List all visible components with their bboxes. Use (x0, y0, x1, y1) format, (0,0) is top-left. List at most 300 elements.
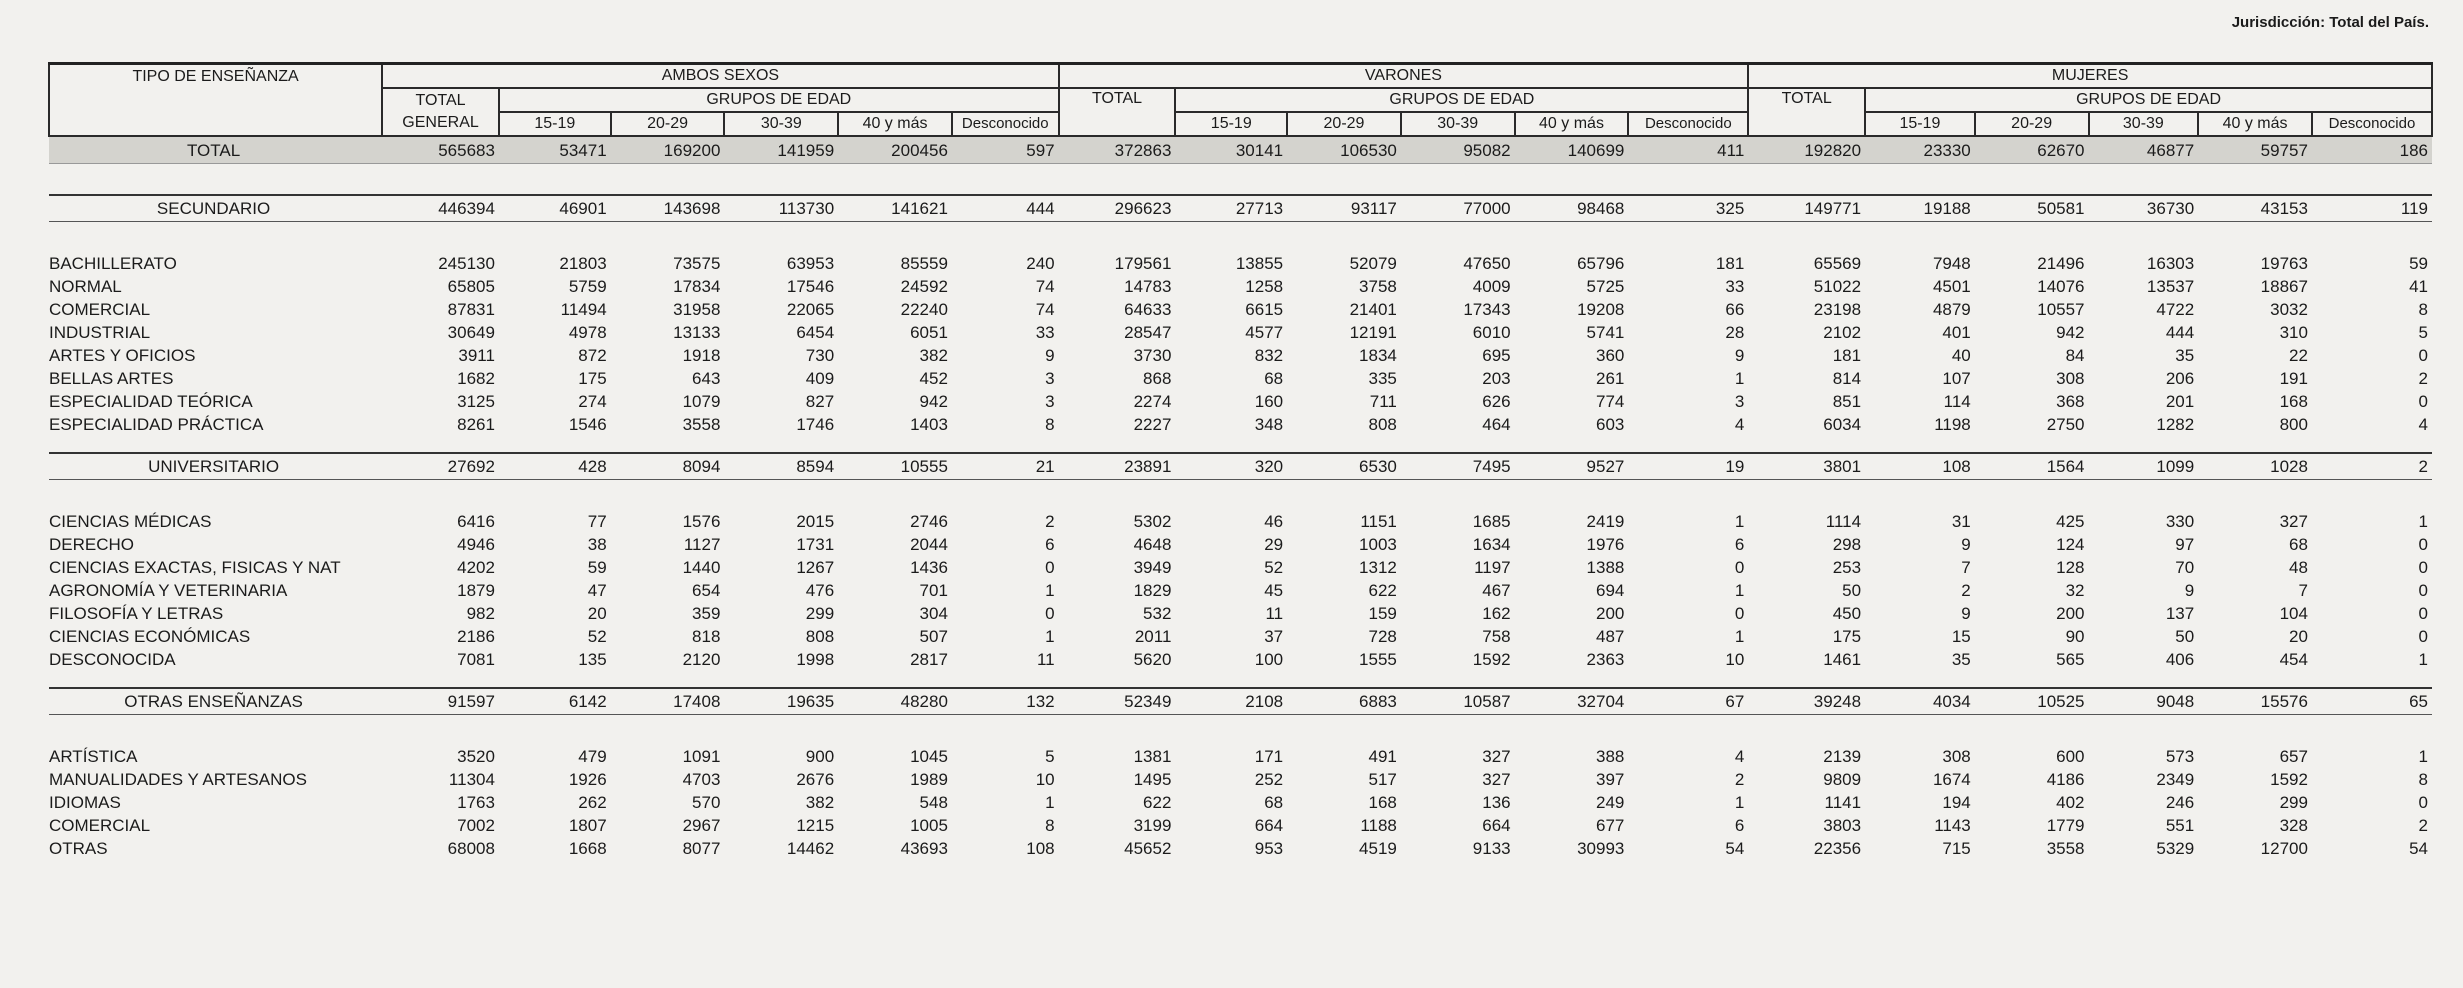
cell-value: 622 (1368, 581, 1397, 600)
row-label: MANUALIDADES Y ARTESANOS (49, 770, 307, 789)
cell-value: 8 (2418, 300, 2428, 319)
cell-value: 245130 (438, 254, 495, 273)
cell-value: 73575 (673, 254, 721, 273)
cell-value: 1258 (1245, 277, 1284, 296)
cell-value: 17834 (673, 277, 721, 296)
cell-value: 1576 (682, 512, 721, 531)
header-ambos-total-general: TOTAL GENERAL (382, 88, 499, 136)
row-label: IDIOMAS (49, 793, 121, 812)
cell-value: 2 (1045, 512, 1055, 531)
cell-value: 942 (919, 392, 948, 411)
cell-value: 64633 (1124, 300, 1172, 319)
cell-value: 68 (1264, 793, 1284, 812)
cell-value: 21401 (1349, 300, 1397, 319)
cell-value: 573 (2165, 747, 2195, 766)
cell-value: 425 (2056, 512, 2085, 531)
cell-value: 1564 (1975, 453, 2089, 480)
cell-value: 90 (2065, 627, 2085, 646)
cell-value: 181 (1715, 254, 1745, 273)
cell-value: 30141 (1175, 136, 1287, 164)
cell-value: 97 (2175, 535, 2195, 554)
cell-value: 41 (2409, 277, 2428, 296)
cell-value: 643 (692, 369, 721, 388)
cell-value: 38 (587, 535, 607, 554)
cell-value: 3199 (1133, 816, 1172, 835)
cell-value: 694 (1596, 581, 1625, 600)
cell-value: 119 (2312, 195, 2432, 222)
cell-value: 1312 (1359, 558, 1397, 577)
cell-value: 600 (2056, 747, 2085, 766)
cell-value: 62670 (1975, 136, 2089, 164)
row-label: BELLAS ARTES (49, 369, 174, 388)
cell-value: 664 (1254, 816, 1284, 835)
cell-value: 191 (2279, 369, 2308, 388)
cell-value: 327 (1482, 770, 1511, 789)
cell-value: 168 (1368, 793, 1397, 812)
header-mujeres-age-0: 15-19 (1865, 112, 1975, 136)
cell-value: 93117 (1287, 195, 1401, 222)
cell-value: 50581 (1975, 195, 2089, 222)
cell-value: 14783 (1124, 277, 1172, 296)
cell-value: 1005 (910, 816, 948, 835)
cell-value: 3803 (1823, 816, 1862, 835)
table-row (49, 768, 2432, 791)
cell-value: 65 (2312, 688, 2432, 715)
header-ambos-age-2: 30-39 (724, 112, 838, 136)
cell-value: 1546 (568, 415, 607, 434)
cell-value: 175 (1832, 627, 1862, 646)
header-mujeres-age-4: Desconocido (2312, 112, 2432, 136)
cell-value: 23330 (1865, 136, 1975, 164)
cell-value: 348 (1254, 415, 1284, 434)
cell-value: 53471 (499, 136, 611, 164)
cell-value: 2349 (2156, 770, 2195, 789)
cell-value: 953 (1254, 839, 1284, 858)
cell-value: 2108 (1175, 688, 1287, 715)
cell-value: 171 (1254, 747, 1284, 766)
cell-value: 65796 (1577, 254, 1625, 273)
cell-value: 308 (1942, 747, 1971, 766)
cell-value: 570 (692, 793, 721, 812)
cell-value: 388 (1596, 747, 1625, 766)
cell-value: 27692 (382, 453, 499, 480)
cell-value: 1267 (796, 558, 835, 577)
cell-value: 3032 (2270, 300, 2308, 319)
cell-value: 22 (2289, 346, 2308, 365)
cell-value: 695 (1482, 346, 1511, 365)
cell-value: 5741 (1586, 323, 1625, 342)
cell-value: 382 (919, 346, 948, 365)
cell-value: 808 (805, 627, 835, 646)
cell-value: 1668 (568, 839, 607, 858)
cell-value: 3 (1045, 369, 1055, 388)
cell-value: 108 (1026, 839, 1055, 858)
cell-value: 1 (1045, 793, 1055, 812)
cell-value: 728 (1368, 627, 1397, 646)
cell-value: 7081 (457, 650, 495, 669)
cell-value: 52079 (1349, 254, 1397, 273)
cell-value: 1 (1734, 627, 1745, 646)
cell-value: 17408 (611, 688, 725, 715)
table-row (49, 298, 2432, 321)
cell-value: 6142 (499, 688, 611, 715)
cell-value: 194 (1942, 793, 1971, 812)
cell-value: 4202 (457, 558, 495, 577)
cell-value: 19188 (1865, 195, 1975, 222)
cell-value: 22240 (900, 300, 948, 319)
cell-value: 35 (2175, 346, 2195, 365)
cell-value: 1091 (682, 747, 721, 766)
cell-value: 67 (1628, 688, 1748, 715)
cell-value: 77 (587, 512, 607, 531)
cell-value: 327 (2279, 512, 2308, 531)
cell-value: 368 (2056, 392, 2085, 411)
cell-value: 2750 (2046, 415, 2085, 434)
cell-value: 1 (2418, 747, 2428, 766)
cell-value: 9 (1734, 346, 1745, 365)
cell-value: 2102 (1823, 323, 1862, 342)
cell-value: 450 (1832, 604, 1862, 623)
cell-value: 320 (1175, 453, 1287, 480)
cell-value: 715 (1942, 839, 1971, 858)
cell-value: 137 (2165, 604, 2195, 623)
cell-value: 143698 (611, 195, 725, 222)
header-mujeres-age-1: 20-29 (1975, 112, 2089, 136)
cell-value: 203 (1482, 369, 1511, 388)
header-varones-age-1: 20-29 (1287, 112, 1401, 136)
cell-value: 6 (1734, 816, 1745, 835)
cell-value: 51022 (1813, 277, 1862, 296)
cell-value: 159 (1368, 604, 1397, 623)
cell-value: 200456 (838, 136, 952, 164)
cell-value: 262 (578, 793, 607, 812)
cell-value: 2746 (910, 512, 948, 531)
cell-value: 85559 (900, 254, 948, 273)
cell-value: 1746 (796, 415, 835, 434)
cell-value: 200 (1596, 604, 1625, 623)
cell-value: 19763 (2260, 254, 2308, 273)
cell-value: 140699 (1515, 136, 1629, 164)
header-mujeres-grupos: GRUPOS DE EDAD (1865, 88, 2432, 112)
cell-value: 1045 (910, 747, 948, 766)
cell-value: 310 (2279, 323, 2308, 342)
cell-value: 43693 (900, 839, 948, 858)
cell-value: 1 (1734, 581, 1745, 600)
cell-value: 14462 (786, 839, 835, 858)
cell-value: 11494 (560, 300, 607, 319)
cell-value: 0 (2418, 581, 2428, 600)
cell-value: 0 (2418, 604, 2428, 623)
cell-value: 5 (2418, 323, 2428, 342)
cell-value: 10555 (838, 453, 952, 480)
cell-value: 68 (2289, 535, 2308, 554)
cell-value: 50 (2175, 627, 2195, 646)
cell-value: 8 (1045, 816, 1055, 835)
cell-value: 8 (1045, 415, 1055, 434)
cell-value: 0 (2418, 346, 2428, 365)
cell-value: 15 (1951, 627, 1971, 646)
cell-value: 1028 (2198, 453, 2312, 480)
cell-value: 107 (1942, 369, 1971, 388)
cell-value: 114 (1943, 392, 1971, 411)
cell-value: 253 (1832, 558, 1862, 577)
cell-value: 0 (1734, 558, 1745, 577)
cell-value: 19208 (1577, 300, 1625, 319)
cell-value: 2676 (796, 770, 835, 789)
cell-value: 2 (2312, 453, 2432, 480)
cell-value: 30993 (1577, 839, 1625, 858)
cell-value: 597 (952, 136, 1059, 164)
header-ambos-sexos: AMBOS SEXOS (382, 64, 1058, 89)
cell-value: 1989 (910, 770, 948, 789)
cell-value: 47650 (1463, 254, 1511, 273)
table-row (49, 602, 2432, 625)
row-label: BACHILLERATO (49, 254, 177, 273)
cell-value: 298 (1832, 535, 1862, 554)
education-statistics-table (48, 62, 2433, 860)
cell-value: 711 (1369, 392, 1397, 411)
cell-value: 7495 (1401, 453, 1515, 480)
cell-value: 1834 (1359, 346, 1397, 365)
cell-value: 98468 (1515, 195, 1629, 222)
cell-value: 2015 (796, 512, 835, 531)
cell-value: 1555 (1359, 650, 1397, 669)
cell-value: 246 (2165, 793, 2195, 812)
cell-value: 28 (1725, 323, 1745, 342)
cell-value: 872 (578, 346, 607, 365)
cell-value: 4946 (457, 535, 495, 554)
cell-value: 428 (499, 453, 611, 480)
cell-value: 359 (692, 604, 721, 623)
section-row (49, 195, 2432, 222)
row-label: UNIVERSITARIO (49, 453, 382, 480)
cell-value: 1634 (1472, 535, 1511, 554)
cell-value: 565 (2056, 650, 2085, 669)
cell-value: 149771 (1748, 195, 1865, 222)
cell-value: 11304 (448, 770, 495, 789)
cell-value: 8 (2418, 770, 2428, 789)
cell-value: 2419 (1586, 512, 1625, 531)
cell-value: 4 (1734, 415, 1745, 434)
cell-value: 1998 (796, 650, 835, 669)
cell-value: 814 (1832, 369, 1862, 388)
cell-value: 3 (1045, 392, 1055, 411)
cell-value: 4 (1734, 747, 1745, 766)
cell-value: 454 (2279, 650, 2308, 669)
cell-value: 491 (1368, 747, 1397, 766)
header-ambos-age-3: 40 y más (838, 112, 952, 136)
cell-value: 23198 (1813, 300, 1862, 319)
cell-value: 942 (2056, 323, 2085, 342)
cell-value: 21 (952, 453, 1059, 480)
cell-value: 27713 (1175, 195, 1287, 222)
cell-value: 1 (2418, 650, 2428, 669)
header-varones: VARONES (1059, 64, 1749, 89)
header-mujeres: MUJERES (1748, 64, 2432, 89)
cell-value: 476 (805, 581, 835, 600)
cell-value: 3911 (458, 346, 495, 365)
cell-value: 17343 (1463, 300, 1511, 319)
cell-value: 6051 (910, 323, 948, 342)
cell-value: 46 (1264, 512, 1284, 531)
cell-value: 1682 (457, 369, 495, 388)
cell-value: 0 (2418, 793, 2428, 812)
cell-value: 13537 (2146, 277, 2195, 296)
row-label: COMERCIAL (49, 300, 151, 319)
cell-value: 6615 (1245, 300, 1284, 319)
table-row (49, 648, 2432, 671)
cell-value: 4034 (1865, 688, 1975, 715)
row-label: INDUSTRIAL (49, 323, 151, 342)
cell-value: 10587 (1401, 688, 1515, 715)
table-body (49, 136, 2432, 860)
cell-value: 2227 (1133, 415, 1172, 434)
cell-value: 6010 (1472, 323, 1511, 342)
total-row (49, 136, 2432, 164)
cell-value: 452 (919, 369, 948, 388)
row-label: DERECHO (49, 535, 135, 554)
row-label: ARTÍSTICA (49, 747, 138, 766)
row-label: OTRAS ENSEÑANZAS (49, 688, 382, 715)
cell-value: 1592 (1472, 650, 1511, 669)
cell-value: 1976 (1586, 535, 1625, 554)
cell-value: 52349 (1059, 688, 1176, 715)
cell-value: 32 (2065, 581, 2085, 600)
cell-value: 2186 (457, 627, 495, 646)
cell-value: 87831 (447, 300, 495, 319)
header-ambos-age-1: 20-29 (611, 112, 725, 136)
cell-value: 13133 (673, 323, 721, 342)
cell-value: 2139 (1823, 747, 1862, 766)
cell-value: 868 (1143, 369, 1172, 388)
cell-value: 5725 (1586, 277, 1625, 296)
row-label: CIENCIAS MÉDICAS (49, 512, 212, 531)
cell-value: 249 (1596, 793, 1625, 812)
cell-value: 68 (1264, 369, 1284, 388)
cell-value: 1143 (1934, 816, 1971, 835)
cell-value: 626 (1482, 392, 1511, 411)
cell-value: 7002 (457, 816, 495, 835)
cell-value: 1141 (1824, 793, 1862, 812)
cell-value: 274 (578, 392, 607, 411)
cell-value: 730 (805, 346, 835, 365)
cell-value: 406 (2165, 650, 2195, 669)
cell-value: 1388 (1586, 558, 1625, 577)
cell-value: 1436 (910, 558, 948, 577)
cell-value: 3730 (1133, 346, 1172, 365)
cell-value: 32704 (1515, 688, 1629, 715)
cell-value: 1197 (1474, 558, 1511, 577)
cell-value: 7 (2298, 581, 2308, 600)
cell-value: 10525 (1975, 688, 2089, 715)
header-tipo-ensenanza: TIPO DE ENSEÑANZA (49, 64, 382, 137)
cell-value: 464 (1482, 415, 1511, 434)
cell-value: 402 (2056, 793, 2085, 812)
cell-value: 1440 (682, 558, 721, 577)
cell-value: 40 (1951, 346, 1971, 365)
cell-value: 3520 (457, 747, 495, 766)
cell-value: 507 (919, 627, 948, 646)
cell-value: 84 (2065, 346, 2085, 365)
cell-value: 832 (1254, 346, 1284, 365)
cell-value: 54 (2409, 839, 2428, 858)
cell-value: 2274 (1133, 392, 1172, 411)
cell-value: 65569 (1813, 254, 1862, 273)
cell-value: 104 (2279, 604, 2308, 623)
cell-value: 1829 (1133, 581, 1172, 600)
cell-value: 141959 (724, 136, 838, 164)
cell-value: 330 (2165, 512, 2195, 531)
cell-value: 517 (1368, 770, 1397, 789)
cell-value: 21803 (559, 254, 607, 273)
cell-value: 18867 (2260, 277, 2308, 296)
cell-value: 46901 (499, 195, 611, 222)
cell-value: 1099 (2089, 453, 2199, 480)
cell-value: 851 (1832, 392, 1862, 411)
cell-value: 1114 (1825, 512, 1862, 531)
cell-value: 261 (1596, 369, 1625, 388)
cell-value: 304 (919, 604, 948, 623)
cell-value: 657 (2279, 747, 2308, 766)
cell-value: 2120 (682, 650, 721, 669)
cell-value: 397 (1596, 770, 1625, 789)
header-varones-age-0: 15-19 (1175, 112, 1287, 136)
cell-value: 308 (2056, 369, 2085, 388)
table-row (49, 837, 2432, 860)
row-label: DESCONOCIDA (49, 650, 176, 669)
cell-value: 296623 (1059, 195, 1176, 222)
cell-value: 4519 (1359, 839, 1397, 858)
cell-value: 77000 (1401, 195, 1515, 222)
row-label: ESPECIALIDAD PRÁCTICA (49, 415, 264, 434)
cell-value: 1 (1734, 369, 1745, 388)
cell-value: 3758 (1359, 277, 1397, 296)
row-label: TOTAL (49, 136, 382, 164)
cell-value: 175 (578, 369, 607, 388)
table-row (49, 413, 2432, 436)
cell-value: 135 (578, 650, 607, 669)
cell-value: 1 (1045, 627, 1055, 646)
cell-value: 0 (2418, 627, 2428, 646)
cell-value: 48280 (838, 688, 952, 715)
cell-value: 2044 (910, 535, 948, 554)
cell-value: 800 (2279, 415, 2308, 434)
spacer-row (49, 671, 2432, 688)
header-mujeres-age-3: 40 y más (2198, 112, 2312, 136)
cell-value: 47 (587, 581, 607, 600)
cell-value: 2363 (1586, 650, 1625, 669)
cell-value: 9048 (2089, 688, 2199, 715)
cell-value: 487 (1596, 627, 1625, 646)
spacer-row (49, 222, 2432, 253)
cell-value: 59 (587, 558, 607, 577)
cell-value: 7 (1961, 558, 1971, 577)
cell-value: 299 (2279, 793, 2308, 812)
cell-value: 3 (1734, 392, 1745, 411)
cell-value: 45 (1264, 581, 1284, 600)
cell-value: 4577 (1245, 323, 1284, 342)
cell-value: 5759 (568, 277, 607, 296)
cell-value: 201 (2165, 392, 2195, 411)
cell-value: 106530 (1287, 136, 1401, 164)
cell-value: 2 (2418, 816, 2428, 835)
cell-value: 3558 (682, 415, 721, 434)
cell-value: 982 (466, 604, 495, 623)
cell-value: 2967 (682, 816, 721, 835)
cell-value: 52 (1264, 558, 1284, 577)
cell-value: 603 (1596, 415, 1625, 434)
cell-value: 33 (1725, 277, 1745, 296)
